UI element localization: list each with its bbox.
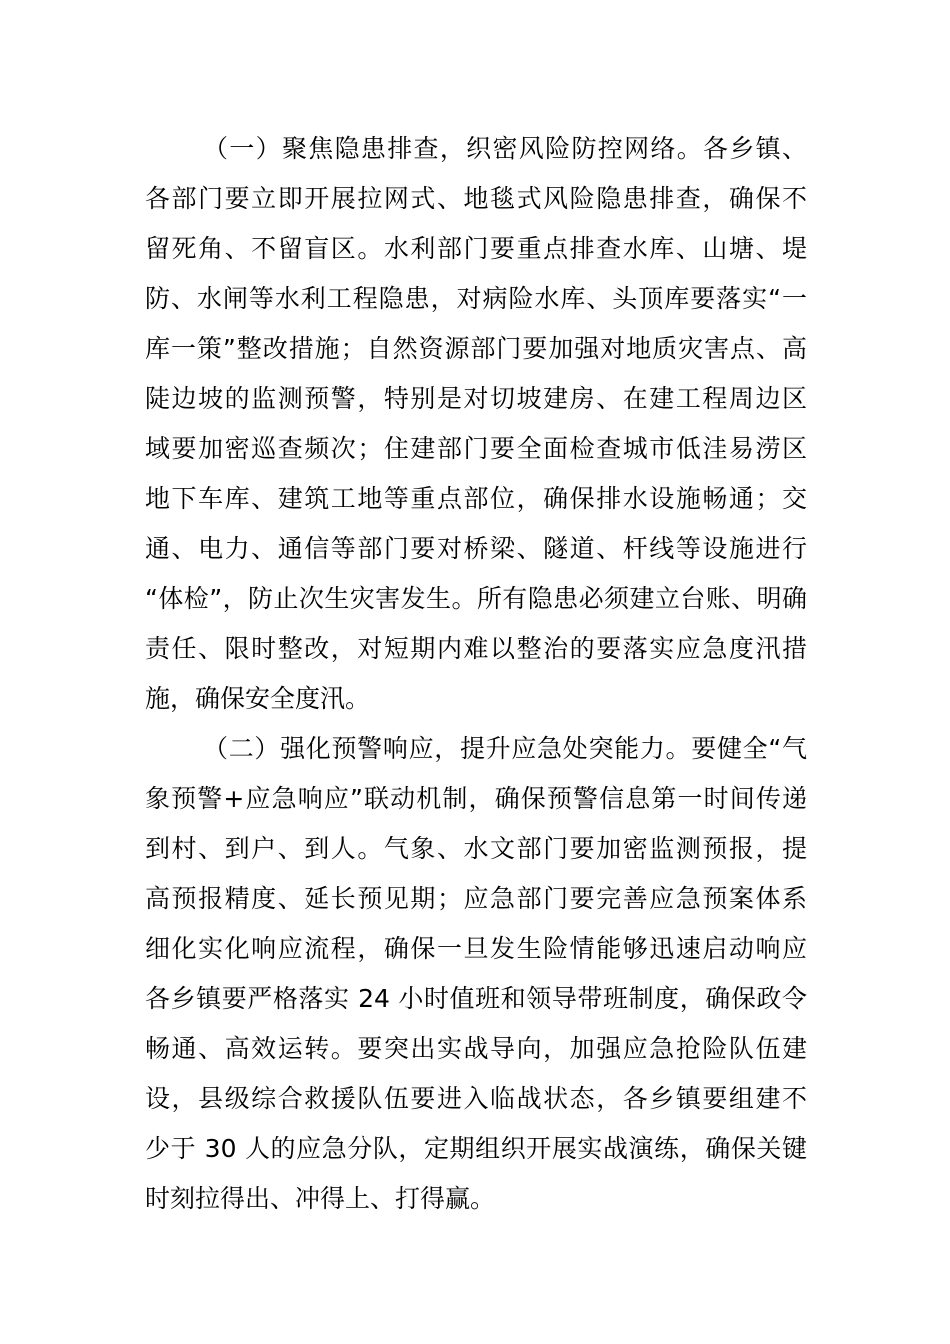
paragraph-line: 域要加密巡查频次；住建部门要全面检查城市低洼易涝区 [145, 434, 807, 463]
paragraph-line: 库一策”整改措施；自然资源部门要加强对地质灾害点、高 [145, 334, 807, 363]
paragraph-line: 责任、限时整改，对短期内难以整治的要落实应急度汛措 [145, 634, 807, 663]
paragraph-line: 陡边坡的监测预警，特别是对切坡建房、在建工程周边区 [145, 384, 807, 413]
paragraph-line: 高预报精度、延长预见期；应急部门要完善应急预案体系 [145, 884, 807, 913]
paragraph-line: 时刻拉得出、冲得上、打得赢。 [145, 1184, 496, 1213]
paragraph-line: 细化实化响应流程，确保一旦发生险情能够迅速启动响应 [145, 934, 807, 963]
paragraph-line: 畅通、高效运转。要突出实战导向，加强应急抢险队伍建 [145, 1034, 807, 1063]
paragraph-line: 设，县级综合救援队伍要进入临战状态，各乡镇要组建不 [145, 1084, 807, 1113]
paragraph-line: 各乡镇要严格落实 24 小时值班和领导带班制度，确保政令 [145, 984, 807, 1013]
paragraph-line: 少于 30 人的应急分队，定期组织开展实战演练，确保关键 [145, 1134, 807, 1163]
paragraph-line: 施，确保安全度汛。 [145, 684, 371, 713]
paragraph-line: 到村、到户、到人。气象、水文部门要加密监测预报，提 [145, 834, 807, 863]
paragraph-line: 防、水闸等水利工程隐患，对病险水库、头顶库要落实“一 [145, 284, 807, 313]
paragraph-line: 地下车库、建筑工地等重点部位，确保排水设施畅通；交 [145, 484, 807, 513]
paragraph-line: 留死角、不留盲区。水利部门要重点排查水库、山塘、堤 [145, 234, 807, 263]
paragraph-line: 各部门要立即开展拉网式、地毯式风险隐患排查，确保不 [145, 184, 807, 213]
document-body [145, 124, 807, 1224]
paragraph-line: 通、电力、通信等部门要对桥梁、隧道、杆线等设施进行 [145, 534, 807, 563]
paragraph-line: （二）强化预警响应，提升应急处突能力。要健全“气 [203, 734, 807, 763]
paragraph-line: （一）聚焦隐患排查，织密风险防控网络。各乡镇、 [203, 134, 807, 163]
paragraph-1 [145, 124, 807, 724]
paragraph-2 [145, 724, 807, 1224]
paragraph-line: “体检”，防止次生灾害发生。所有隐患必须建立台账、明确 [145, 584, 807, 613]
paragraph-line: 象预警+应急响应”联动机制，确保预警信息第一时间传递 [145, 784, 807, 813]
